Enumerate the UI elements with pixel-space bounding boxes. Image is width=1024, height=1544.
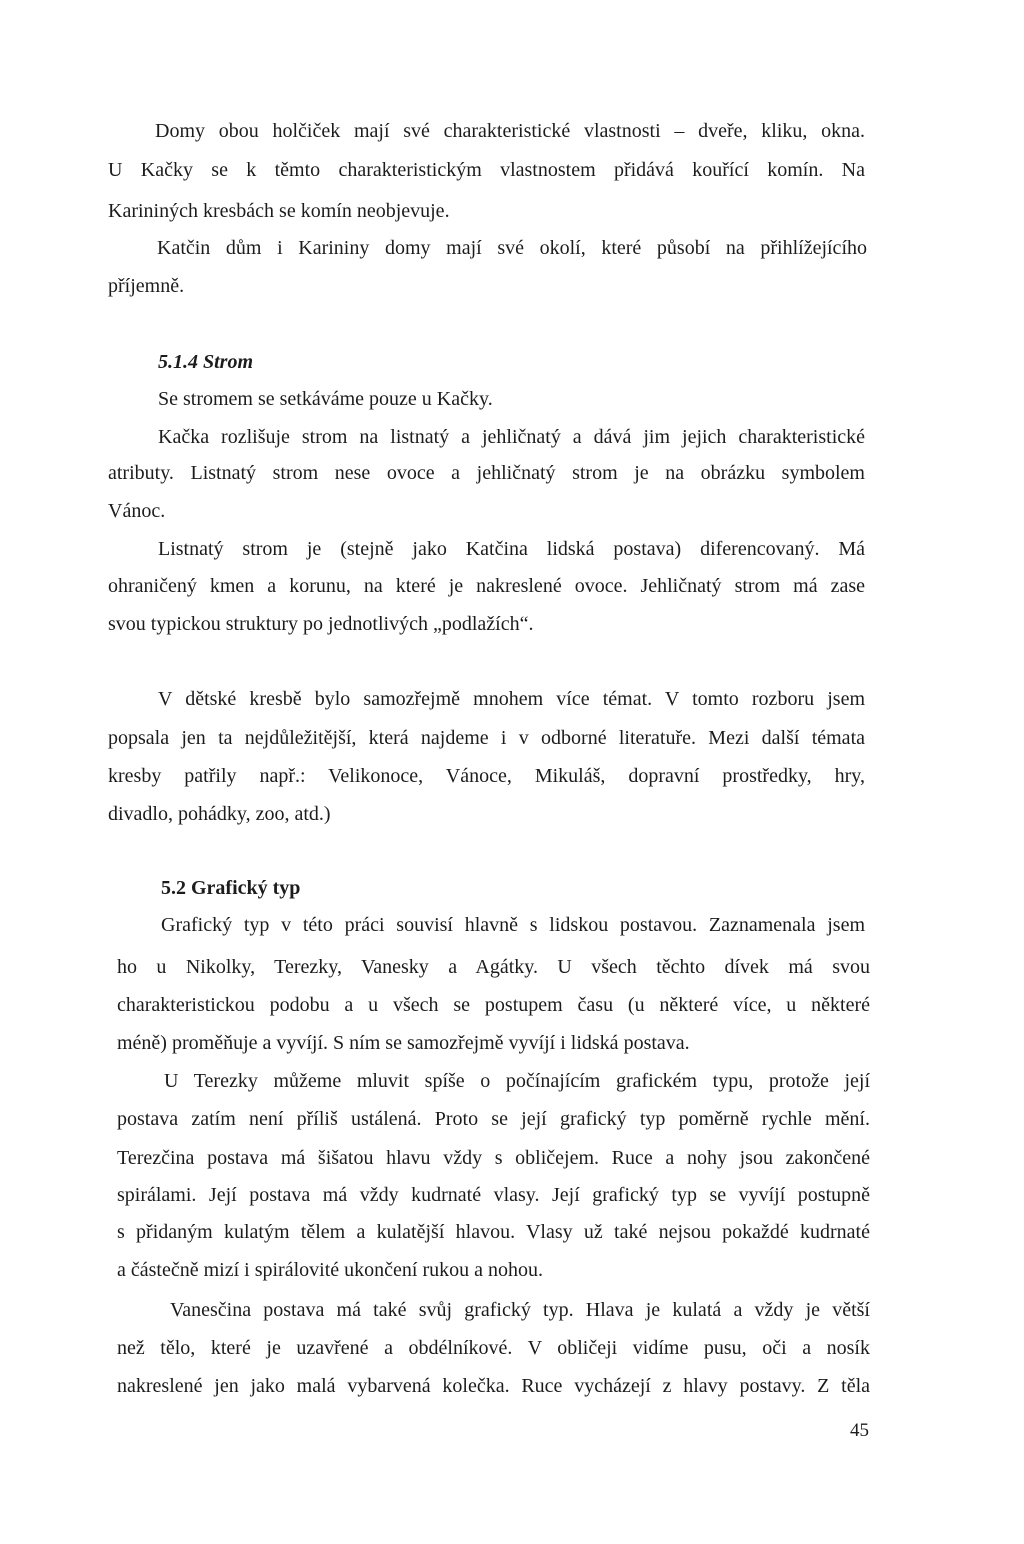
text-line: popsala jen ta nejdůležitější, která najdeme i v odborné literatuře. Mezi další témata [108,727,865,749]
text-line: ohraničený kmen a korunu, na které je nakreslené ovoce. Jehličnatý strom má zase [108,575,865,597]
text-line: Vanesčina postava má také svůj grafický typ. Hlava je kulatá a vždy je větší [170,1299,870,1321]
text-line: spirálami. Její postava má vždy kudrnaté vlasy. Její grafický typ se vyvíjí postupně [117,1184,870,1206]
text-line: méně) proměňuje a vyvíjí. S ním se samozřejmě vyvíjí i lidská postava. [117,1032,690,1054]
text-line: charakteristickou podobu a u všech se postupem času (u některé více, u některé [117,994,870,1016]
text-line: kresby patřily např.: Velikonoce, Vánoce, Mikuláš, dopravní prostředky, hry, [108,765,865,787]
text-line: Vánoc. [108,500,166,522]
text-line: než tělo, které je uzavřené a obdélníkové. V obličeji vidíme pusu, oči a nosík [117,1337,870,1359]
text-line: Grafický typ v této práci souvisí hlavně s lidskou postavou. Zaznamenala jsem [161,914,865,936]
text-line: Terezčina postava má šišatou hlavu vždy s obličejem. Ruce a nohy jsou zakončené [117,1147,870,1169]
section-heading: 5.1.4 Strom [158,351,254,373]
text-line: atributy. Listnatý strom nese ovoce a jehličnatý strom je na obrázku symbolem [108,462,865,484]
text-line: s přidaným kulatým tělem a kulatější hlavou. Vlasy už také nejsou pokaždé kudrnaté [117,1221,870,1243]
text-line: divadlo, pohádky, zoo, atd.) [108,803,331,825]
text-line: Katčin dům i Karininy domy mají své okolí, které působí na přihlížejícího [157,237,867,259]
text-line: svou typickou struktury po jednotlivých „podlažích“. [108,613,534,635]
text-line: Listnatý strom je (stejně jako Katčina lidská postava) diferencovaný. Má [158,538,865,560]
text-line: nakreslené jen jako malá vybarvená kolečka. Ruce vycházejí z hlavy postavy. Z těla [117,1375,870,1397]
text-line: ho u Nikolky, Terezky, Vanesky a Agátky. U všech těchto dívek má svou [117,956,870,978]
text-line: Domy obou holčiček mají své charakteristické vlastnosti – dveře, kliku, okna. [155,120,865,142]
text-line: a částečně mizí i spirálovité ukončení rukou a nohou. [117,1259,543,1281]
page-number: 45 [850,1420,869,1441]
text-line: Se stromem se setkáváme pouze u Kačky. [158,388,493,410]
text-line: postava zatím není příliš ustálená. Proto se její grafický typ poměrně rychle mění. [117,1108,870,1130]
text-line: U Kačky se k těmto charakteristickým vlastnostem přidává kouřící komín. Na [108,159,865,181]
text-line: Kačka rozlišuje strom na listnatý a jehličnatý a dává jim jejich charakteristické [158,426,865,448]
text-line: U Terezky můžeme mluvit spíše o počínajícím grafickém typu, protože její [164,1070,870,1092]
text-line: příjemně. [108,275,185,297]
text-line: V dětské kresbě bylo samozřejmě mnohem více témat. V tomto rozboru jsem [158,688,865,710]
section-heading: 5.2 Grafický typ [161,877,301,899]
text-line: Karininých kresbách se komín neobjevuje. [108,200,450,222]
